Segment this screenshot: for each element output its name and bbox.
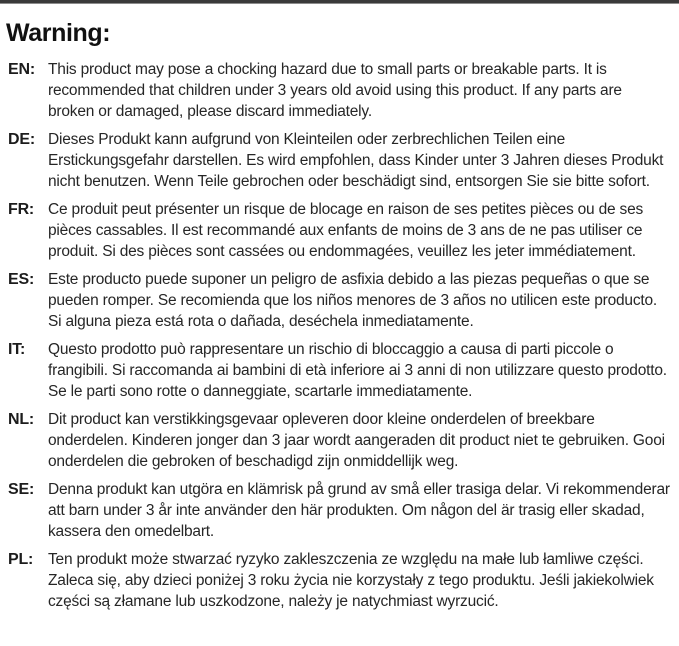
language-label-se: SE: [8,481,35,498]
warning-text-pl: Ten produkt może stwarzać ryzyko zakleszczenia ze względu na małe lub łamliwe części. Zaleca się, aby dzieci poniżej 3 roku życia nie korzystały z tego produktu. Jeśli jakiekolwiek części są złamane lub uszkodzone, należy je natychmiast wyrzucić. [48,551,654,610]
warning-text-nl: Dit product kan verstikkingsgevaar opleveren door kleine onderdelen of breekbare onderdelen. Kinderen jonger dan 3 jaar wordt aangeraden dit product niet te gebruiken. Gooi onderdelen die gebroken of beschadigd zijn onmiddellijk weg. [48,411,665,470]
language-label-it: IT: [8,341,26,358]
warning-text-fr: Ce produit peut présenter un risque de blocage en raison de ses petites pièces ou de ses pièces cassables. Il est recommandé aux enfants de moins de 3 ans de ne pas utiliser ce produit. Si des pièces sont cassées ou endommagées, veuillez les jeter immédiatement. [48,201,644,260]
top-divider-bar [0,0,679,4]
language-label-de: DE: [8,131,35,148]
language-label-pl: PL: [8,551,34,568]
warning-section-nl [8,409,670,472]
warning-section-pl [8,549,670,612]
language-label-nl: NL: [8,411,35,428]
warning-text-it: Questo prodotto può rappresentare un rischio di bloccaggio a causa di parti piccole o frangibili. Si raccomanda ai bambini di età inferiore ai 3 anni di non utilizzare questo prodotto. Se le parti sono rotte o danneggiate, scartarle immediatamente. [48,341,667,400]
warning-text-de: Dieses Produkt kann aufgrund von Kleinteilen oder zerbrechlichen Teilen eine Erstickungsgefahr darstellen. Es wird empfohlen, dass Kinder unter 3 Jahren dieses Produkt nicht benutzen. Wenn Teile gebrochen oder beschädigt sind, entsorgen Sie sie bitte sofort. [48,131,664,190]
warning-section-se [8,479,670,542]
warning-section-de [8,129,670,192]
warning-text-en: This product may pose a chocking hazard due to small parts or breakable parts. It is recommended that children under 3 years old avoid using this product. If any parts are broken or damaged, please discard immediately. [48,61,622,120]
language-label-fr: FR: [8,201,35,218]
warning-section-fr [8,199,670,262]
warning-section-en [8,59,670,122]
language-label-es: ES: [8,271,35,288]
language-label-en: EN: [8,61,35,78]
warning-section-es [8,269,670,332]
warning-text-se: Denna produkt kan utgöra en klämrisk på grund av små eller trasiga delar. Vi rekommenderar att barn under 3 år inte använder den här produkten. Om någon del är trasig eller skadad, kassera den omedelbart. [48,481,670,540]
warning-text-es: Este producto puede suponer un peligro de asfixia debido a las piezas pequeñas o que se pueden romper. Se recomienda que los niños menores de 3 años no utilicen este producto. Si alguna pieza está rota o dañada, deséchela inmediatamente. [48,271,658,330]
warning-list [0,59,679,612]
page-title: Warning: [6,19,111,47]
warning-section-it [8,339,670,402]
